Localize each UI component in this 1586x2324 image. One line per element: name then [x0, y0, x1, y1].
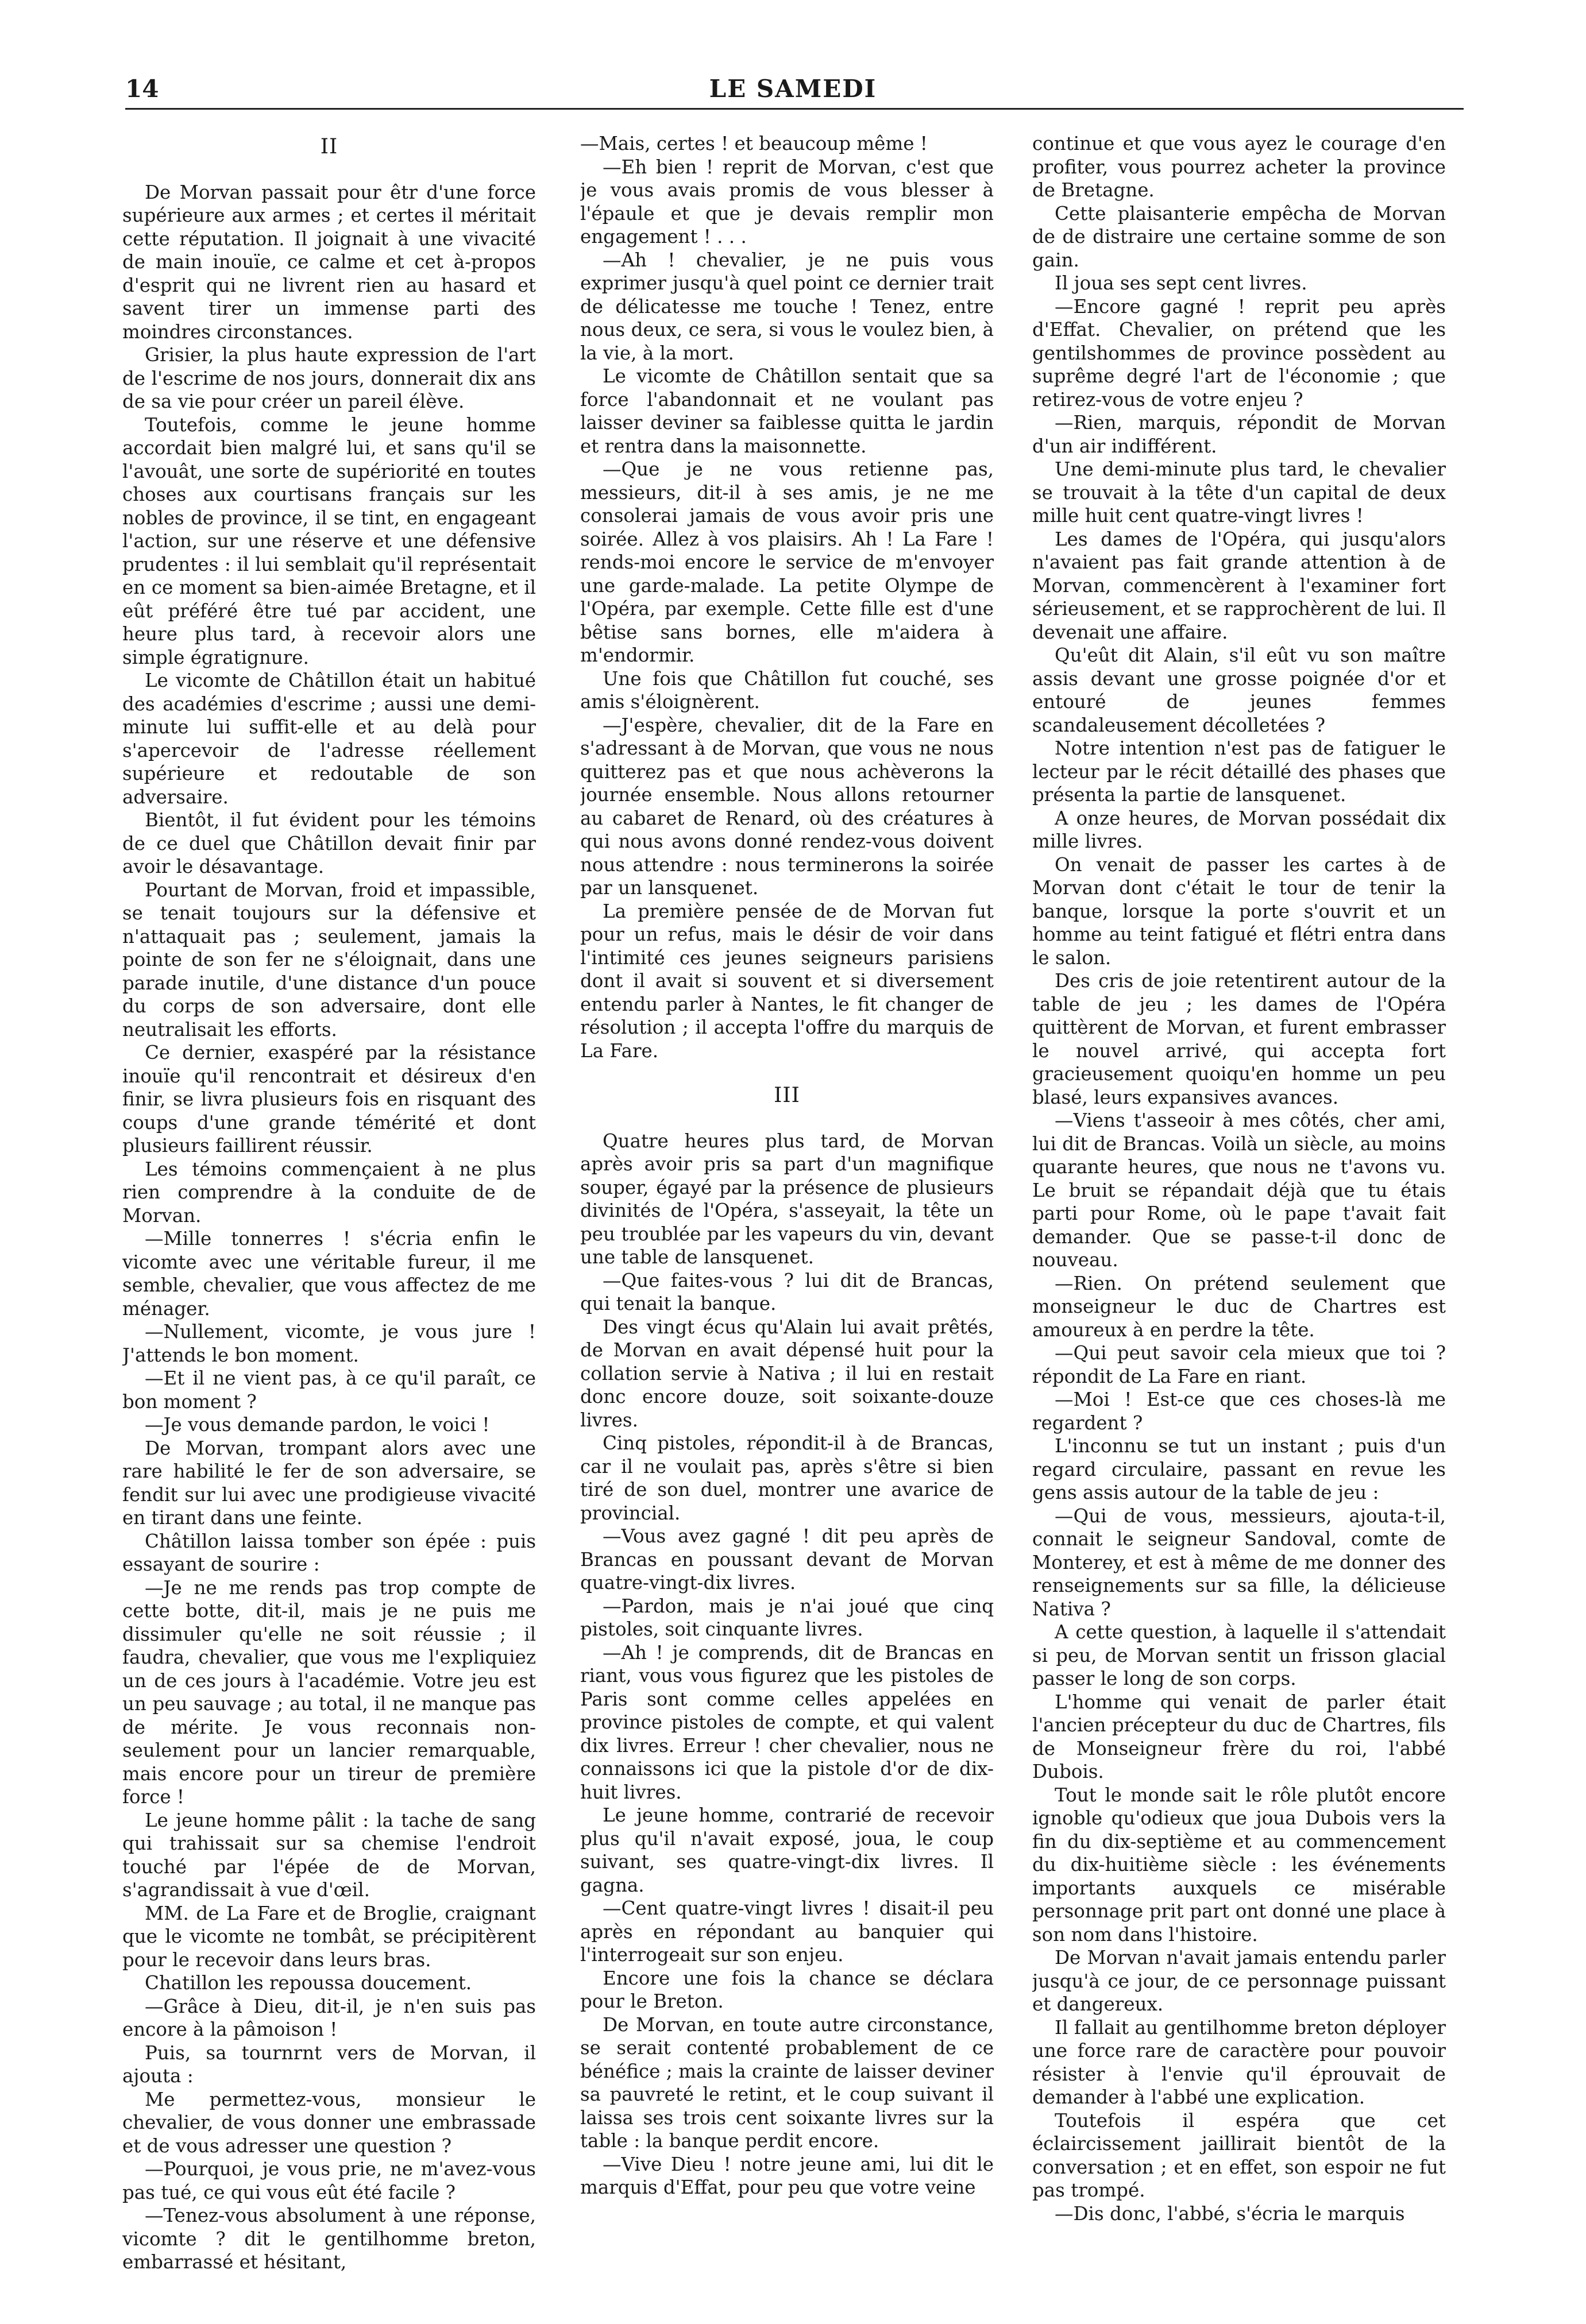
paragraph: Le jeune homme, contrarié de recevoir plus qu'il n'avait exposé, joua, le coup suivant, ses quatre-vingt-dix livres. Il gagna.	[580, 1804, 994, 1896]
paragraph: —Que faites-vous ? lui dit de Brancas, qui tenait la banque.	[580, 1269, 994, 1314]
column-3-body	[1032, 132, 1446, 2225]
paragraph: Encore une fois la chance se déclara pour le Breton.	[580, 1967, 994, 2012]
paragraph: —Et il ne vient pas, à ce qu'il paraît, ce bon moment ?	[122, 1367, 536, 1413]
paragraph: L'homme qui venait de parler était l'ancien précepteur du duc de Chartres, fils de Monseigneur frère du roi, l'abbé Dubois.	[1032, 1691, 1446, 1782]
paragraph: L'inconnu se tut un instant ; puis d'un regard circulaire, passant en revue les gens assis autour de la table de jeu :	[1032, 1435, 1446, 1503]
paragraph: Cinq pistoles, répondit-il à de Brancas, car il ne voulait pas, après s'être si bien tiré de son duel, montrer une avarice de provincial.	[580, 1432, 994, 1524]
paragraph: A onze heures, de Morvan possédait dix mille livres.	[1032, 807, 1446, 852]
paragraph: Ce dernier, exaspéré par la résistance inouïe qu'il rencontrait et désireux d'en finir, se livra plusieurs fois en risquant des coups d'une grande témérité et dont plusieurs faillirent réussir.	[122, 1042, 536, 1157]
column-2-body-top	[580, 132, 994, 1062]
paragraph: Toutefois, comme le jeune homme accordait bien malgré lui, et sans qu'il se l'avouât, une sorte de supériorité en toutes choses aux courtisans français sur les nobles de province, il se tint, en engageant l'action, sur une réserve et une défensive prudentes : il lui semblait qu'il représentait en ce moment sa bien-aimée Bretagne, et il eût préféré être tué par accident, une heure plus tard, à recevoir alors une simple égratignure.	[122, 413, 536, 668]
paragraph: —Dis donc, l'abbé, s'écria le marquis	[1055, 2202, 1405, 2225]
paragraph: —Pourquoi, je vous prie, ne m'avez-vous pas tué, ce qui vous eût été facile ?	[122, 2158, 536, 2203]
paragraph: —Encore gagné ! reprit peu après d'Effat. Chevalier, on prétend que les gentilshommes de province possèdent au suprême degré l'art de l'économie ; que retirez-vous de votre enjeu ?	[1032, 295, 1446, 411]
journal-title: LE SAMEDI	[709, 75, 877, 103]
paragraph: Il joua ses sept cent livres.	[1055, 272, 1307, 294]
paragraph: Me permettez-vous, monsieur le chevalier, de vous donner une embrassade et de vous adresser une question ?	[122, 2088, 536, 2157]
paragraph: —Moi ! Est-ce que ces choses-là me regardent ?	[1032, 1389, 1446, 1434]
paragraph: —Nullement, vicomte, je vous jure ! J'attends le bon moment.	[122, 1321, 536, 1366]
paragraph: Chatillon les repoussa doucement.	[145, 1972, 472, 1994]
column-2-body-bottom	[580, 1130, 994, 2199]
column-1	[122, 132, 536, 2291]
paragraph: —Pardon, mais je n'ai joué que cinq pistoles, soit cinquante livres.	[580, 1595, 994, 1640]
column-2	[580, 132, 994, 2291]
section-heading-iii: III	[774, 1084, 800, 1107]
paragraph: —Grâce à Dieu, dit-il, je n'en suis pas encore à la pâmoison !	[122, 1995, 536, 2040]
paragraph: Une fois que Châtillon fut couché, ses amis s'éloignèrent.	[580, 667, 994, 713]
paragraph: —Mille tonnerres ! s'écria enfin le vicomte avec une véritable fureur, il me semble, chevalier, que vous affectez de me ménager.	[122, 1228, 536, 1320]
header-rule	[125, 108, 1464, 110]
paragraph: Toutefois il espéra que cet éclaircissement jaillirait bientôt de la conversation ; et en effet, son espoir ne fut pas trompé.	[1032, 2109, 1446, 2201]
paragraph: —Que je ne vous retienne pas, messieurs, dit-il à ses amis, je ne me consolerai jamais de vous avoir pris une soirée. Allez à vos plaisirs. Ah ! La Fare ! rends-moi encore le service de m'envoyer une garde-malade. La petite Olympe de l'Opéra, par exemple. Cette fille est d'une bêtise sans bornes, elle m'aidera à m'endormir.	[580, 458, 994, 666]
paragraph: Une demi-minute plus tard, le chevalier se trouvait à la tête d'un capital de deux mille huit cent quatre-vingt livres !	[1032, 458, 1446, 527]
paragraph: De Morvan n'avait jamais entendu parler jusqu'à ce jour, de ce personnage puissant et dangereux.	[1032, 1947, 1446, 2015]
paragraph: —Tenez-vous absolument à une réponse, vicomte ? dit le gentilhomme breton, embarrassé et hésitant,	[122, 2205, 536, 2273]
paragraph: —Rien, marquis, répondit de Morvan d'un air indifférent.	[1032, 412, 1446, 457]
paragraph: Châtillon laissa tomber son épée : puis essayant de sourire :	[122, 1530, 536, 1575]
paragraph: Les dames de l'Opéra, qui jusqu'alors n'avaient pas fait grande attention à de Morvan, commencèrent à l'examiner fort sérieusement, et se rapprochèrent de lui. Il devenait une affaire.	[1032, 528, 1446, 643]
paragraph: Des cris de joie retentirent autour de la table de jeu ; les dames de l'Opéra quittèrent de Morvan, et furent embrasser le nouvel arrivé, qui accepta fort gracieusement quoiqu'en homme un peu blasé, leurs expansives avances.	[1032, 970, 1446, 1108]
paragraph: Tout le monde sait le rôle plutôt encore ignoble qu'odieux que joua Dubois vers la fin du dix-septième et au commencement du dix-huitième siècle : les événements importants auxquels ce misérable personnage prit part ont donné une place à son nom dans l'histoire.	[1032, 1784, 1446, 1946]
paragraph: A cette question, à laquelle il s'attendait si peu, de Morvan sentit un frisson glacial passer le long de son corps.	[1032, 1621, 1446, 1689]
paragraph: Le vicomte de Châtillon sentait que sa force l'abandonnait et ne voulant pas laisser deviner sa faiblesse quitta le jardin et rentra dans la maisonnette.	[580, 365, 994, 457]
paragraph: —Eh bien ! reprit de Morvan, c'est que je vous avais promis de vous blesser à l'épaule et que je devais remplir mon engagement ! . . .	[580, 156, 994, 248]
paragraph: Les témoins commençaient à ne plus rien comprendre à la conduite de de Morvan.	[122, 1158, 536, 1227]
paragraph: —Viens t'asseoir à mes côtés, cher ami, lui dit de Brancas. Voilà un siècle, au moins quarante heures, que nous ne t'avons vu. Le bruit se répandait déjà que tu étais parti pour Rome, où le pape t'avait fait demander. Que se passe-t-il donc de nouveau.	[1032, 1109, 1446, 1271]
paragraph: Il fallait au gentilhomme breton déployer une force rare de caractère pour pouvoir résister à l'envie qu'il éprouvait de demander à l'abbé une explication.	[1032, 2016, 1446, 2108]
paragraph: —Vive Dieu ! notre jeune ami, lui dit le marquis d'Effat, pour peu que votre veine	[580, 2153, 994, 2198]
section-heading-ii: II	[320, 135, 338, 158]
paragraph: —Cent quatre-vingt livres ! disait-il peu après en répondant au banquier qui l'interrogeait sur son enjeu.	[580, 1897, 994, 1966]
paragraph: continue et que vous ayez le courage d'en profiter, vous pourrez acheter la province de Bretagne.	[1032, 133, 1446, 201]
column-3	[1032, 132, 1446, 2291]
paragraph: Cette plaisanterie empêcha de Morvan de de distraire une certaine somme de son gain.	[1032, 202, 1446, 271]
paragraph: Pourtant de Morvan, froid et impassible, se tenait toujours sur la défensive et n'attaquait pas ; seulement, jamais la pointe de son fer ne s'éloignait, dans une parade inutile, d'une distance d'un pouce du corps de son adversaire, dont elle neutralisait les efforts.	[122, 879, 536, 1041]
paragraph: —Je vous demande pardon, le voici !	[145, 1414, 490, 1436]
paragraph: —Je ne me rends pas trop compte de cette botte, dit-il, mais je ne puis me dissimuler qu'elle ne soit réussie ; il faudra, chevalier, que vous me l'expliquiez un de ces jours à l'académie. Votre jeu est un peu sauvage ; au total, il ne manque pas de mérite. Je vous reconnais non-seulement pour un lancier remarquable, mais encore pour un tireur de première force !	[122, 1576, 536, 1808]
paragraph: Le vicomte de Châtillon était un habitué des académies d'escrime ; aussi une demi-minute lui suffit-elle et au delà pour s'apercevoir de l'adresse réellement supérieure et redoutable de son adversaire.	[122, 670, 536, 808]
paragraph: —Ah ! je comprends, dit de Brancas en riant, vous vous figurez que les pistoles de Paris sont comme celles appelées en province pistoles de compte, et qui valent dix livres. Erreur ! cher chevalier, nous ne connaissons ici que la pistole d'or de dix-huit livres.	[580, 1641, 994, 1803]
paragraph: Des vingt écus qu'Alain lui avait prêtés, de Morvan en avait dépensé huit pour la collation servie à Nativa ; il lui en restait donc encore douze, soit soixante-douze livres.	[580, 1316, 994, 1431]
paragraph: —Ah ! chevalier, je ne puis vous exprimer jusqu'à quel point ce dernier trait de délicatesse me touche ! Tenez, entre nous deux, ce sera, si vous le voulez bien, à la vie, à la mort.	[580, 249, 994, 364]
paragraph: Bientôt, il fut évident pour les témoins de ce duel que Châtillon devait finir par avoir le désavantage.	[122, 809, 536, 877]
paragraph: La première pensée de de Morvan fut pour un refus, mais le désir de voir dans l'intimité ces jeunes seigneurs parisiens dont il avait si souvent et si diversement entendu parler à Nantes, le fit changer de résolution ; il accepta l'offre du marquis de La Fare.	[580, 900, 994, 1062]
paragraph: De Morvan, en toute autre circonstance, se serait contenté probablement de ce bénéfice ; mais la crainte de laisser deviner sa pauvreté le retint, et le coup suivant il laissa ses trois cent soixante livres sur la table : la banque perdit encore.	[580, 2013, 994, 2152]
paragraph: On venait de passer les cartes à de Morvan dont c'était le tour de tenir la banque, lorsque la porte s'ouvrit et un homme au teint fatigué et flétri entra dans le salon.	[1032, 853, 1446, 969]
paragraph: —Mais, certes ! et beaucoup même !	[580, 133, 928, 154]
paragraph: —Rien. On prétend seulement que monseigneur le duc de Chartres est amoureux à en perdre la tête.	[1032, 1272, 1446, 1341]
paragraph: Notre intention n'est pas de fatiguer le lecteur par le récit détaillé des phases que présenta la partie de lansquenet.	[1032, 737, 1446, 806]
page-number: 14	[125, 75, 159, 103]
paragraph: —Vous avez gagné ! dit peu après de Brancas en poussant devant de Morvan quatre-vingt-dix livres.	[580, 1525, 994, 1594]
paragraph: —Qui peut savoir cela mieux que toi ? répondit de La Fare en riant.	[1032, 1342, 1446, 1387]
paragraph: De Morvan passait pour êtr d'une force supérieure aux armes ; et certes il méritait cette réputation. Il joignait à une vivacité de main inouïe, ce calme et cet à-propos d'esprit qui ne livrent rien au hasard et savent tirer un immense parti des moindres circonstances.	[122, 181, 536, 343]
paragraph: Le jeune homme pâlit : la tache de sang qui trahissait sur sa chemise l'endroit touché par l'épée de de Morvan, s'agrandissait à vue d'œil.	[122, 1809, 536, 1901]
paragraph: Quatre heures plus tard, de Morvan après avoir pris sa part d'un magnifique souper, égayé par la présence de plusieurs divinités de l'Opéra, s'asseyait, la tête un peu troublée par les vapeurs du vin, devant une table de lansquenet.	[580, 1130, 994, 1268]
paragraph: De Morvan, trompant alors avec une rare habilité le fer de son adversaire, se fendit sur lui avec une prodigieuse vivacité en tirant dans une feinte.	[122, 1437, 536, 1529]
paragraph: MM. de La Fare et de Broglie, craignant que le vicomte ne tombât, se précipitèrent pour le recevoir dans leurs bras.	[122, 1902, 536, 1971]
column-1-body	[122, 181, 536, 2274]
paragraph: —Qui de vous, messieurs, ajouta-t-il, connait le seigneur Sandoval, comte de Monterey, et est à même de me donner des renseignements sur sa fille, la délicieuse Nativa ?	[1032, 1505, 1446, 1620]
paragraph: Grisier, la plus haute expression de l'art de l'escrime de nos jours, donnerait dix ans de sa vie pour créer un pareil élève.	[122, 344, 536, 412]
paragraph: Qu'eût dit Alain, s'il eût vu son maître assis devant une grosse poignée d'or et entouré de jeunes femmes scandaleusement décolletées ?	[1032, 644, 1446, 736]
paragraph: Puis, sa tournrnt vers de Morvan, il ajouta :	[122, 2041, 536, 2087]
paragraph: —J'espère, chevalier, dit de la Fare en s'adressant à de Morvan, que vous ne nous quitterez pas et que nous achèverons la journée ensemble. Nous allons retourner au cabaret de Renard, où des créatures à qui nous avons donné rendez-vous doivent nous attendre : nous terminerons la soirée par un lansquenet.	[580, 714, 994, 899]
